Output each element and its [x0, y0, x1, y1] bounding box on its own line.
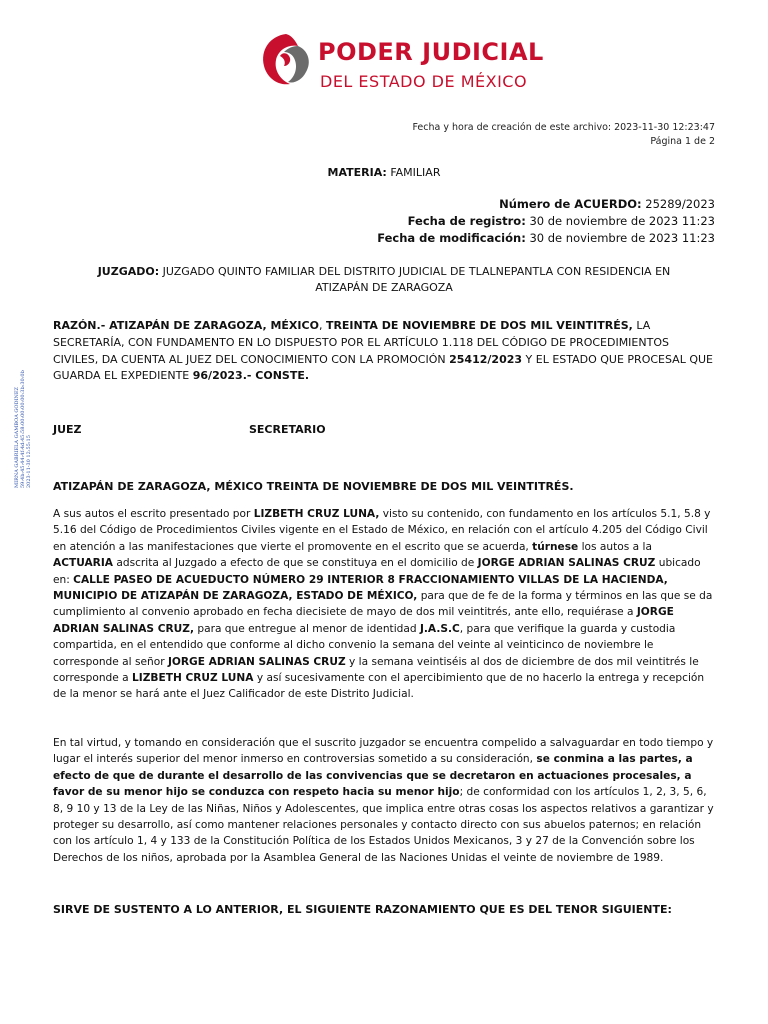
- electronic-signature-stamp: [14, 370, 38, 488]
- p1-t10: y así sucesivamente con el apercibimiento que de no hacerlo la entrega y recepción de la menor se hará ante el Juez Calificador de este Distrito Judicial.: [53, 672, 705, 701]
- p2-b1: se conmina a las partes, a efecto de que de durante el desarrollo de las convivencias que se decretaron en actuaciones procesales, a favor de su menor hijo se conduzca con respeto hacia su menor hijo: [53, 753, 693, 799]
- p1-t9: y la semana veintiséis al dos de diciembre de dos mil veintitrés le corresponde a: [53, 655, 699, 685]
- signature-name: MIRNA GABRIELA GAMBOA GODINEZ: [14, 387, 20, 488]
- poder-judicial-emblem-icon: [258, 30, 314, 92]
- signature-hash: 59:4b:45:44:4f:4d:45:58:00:00:00:00:3b:30:0b: [20, 370, 26, 488]
- p1-t3: los autos a la: [578, 540, 652, 553]
- p1-b8: JORGE ADRIAN SALINAS CRUZ: [167, 655, 346, 668]
- razon-t2: LA SECRETARÍA, CON FUNDAMENTO EN LO DISPUESTO POR EL ARTÍCULO 1.118 DEL CÓDIGO DE PROCEDIMIENTOS CIVILES, DA CUENTA AL JUEZ DEL CONOCIMIENTO CON LA PROMOCIÓN: [53, 319, 669, 366]
- registro-label: Fecha de registro:: [407, 214, 526, 228]
- modificacion-line: [377, 231, 715, 245]
- p1-b5: CALLE PASEO DE ACUEDUCTO NÚMERO 29 INTERIOR 8 FRACCIONAMIENTO VILLAS DE LA HACIENDA, MUNICIPIO DE ATIZAPÁN DE ZARAGOZA, ESTADO DE MÉXICO,: [53, 573, 668, 603]
- juzgado-label: JUZGADO:: [97, 265, 160, 278]
- p1-t8: , para que verifique la guarda y custodia compartida, en el entendido que conforme al dicho convenio la semana del veinte al veinticinco de noviembre le corresponde al señor: [53, 622, 676, 668]
- acuerdo-date-heading: [53, 479, 715, 496]
- secretario-label: SECRETARIO: [249, 423, 326, 436]
- logo-title: PODER JUDICIAL: [318, 38, 544, 66]
- sustento-text: SIRVE DE SUSTENTO A LO ANTERIOR, EL SIGUIENTE RAZONAMIENTO QUE ES DEL TENOR SIGUIENTE:: [53, 903, 672, 916]
- razon-t1: ,: [318, 319, 326, 332]
- file-created-at: Fecha y hora de creación de este archivo: 2023-11-30 12:23:47: [412, 122, 715, 133]
- razon-t3: Y EL ESTADO QUE PROCESAL QUE GUARDA EL EXPEDIENTE: [53, 352, 713, 383]
- acuerdo-date-text: ATIZAPÁN DE ZARAGOZA, MÉXICO TREINTA DE NOVIEMBRE DE DOS MIL VEINTITRÉS.: [53, 480, 574, 493]
- acuerdo-number-line: [499, 197, 715, 211]
- modificacion-value: 30 de noviembre de 2023 11:23: [529, 231, 715, 245]
- signature-labels: [53, 422, 715, 439]
- p2-t2: ; de conformidad con los artículos 1, 2, 3, 5, 6, 8, 9 10 y 13 de la Ley de las Niñas, Niños y Adolescentes, que implica entre otras cosas los aspectos relativos a garantizar y proteger su desarrollo, así como mantener relaciones personales y contacto directo con sus abuelos paternos; en relación con los artículo 1, 4 y 133 de la Constitución Política de los Estados Unidos Mexicanos, 3 y 27 de la Convención sobre los Derechos de los niños, aprobada por la Asamblea General de las Naciones Unidas el veinte de noviembre de 1989.: [53, 786, 714, 864]
- p1-t7: para que entregue al menor de identidad: [194, 622, 420, 635]
- p1-t1: A sus autos el escrito presentado por: [53, 508, 254, 520]
- juzgado-value: JUZGADO QUINTO FAMILIAR DEL DISTRITO JUDICIAL DE TLALNEPANTLA CON RESIDENCIA EN ATIZAPÁN DE ZARAGOZA: [162, 265, 671, 294]
- juzgado-line: [70, 264, 698, 296]
- p1-b9: LIZBETH CRUZ LUNA: [132, 672, 254, 685]
- p1-t4: adscrita al Juzgado a efecto de que se constituya en el domicilio de: [112, 557, 478, 570]
- razon-b4: 96/2023.- CONSTE.: [192, 369, 310, 383]
- registro-line: [408, 214, 715, 228]
- p1-b6: JORGE ADRIAN SALINAS CRUZ,: [53, 606, 674, 635]
- signature-date: 2023-11-30 12:55:15: [26, 435, 32, 488]
- p1-t5: ubicado en:: [53, 557, 701, 586]
- p1-b4: JORGE ADRIAN SALINAS CRUZ: [477, 557, 656, 570]
- materia-value: FAMILIAR: [390, 166, 441, 179]
- materia-label: MATERIA:: [327, 166, 387, 179]
- main-paragraph-1: [53, 506, 715, 703]
- razon-b3: 25412/2023: [449, 352, 523, 366]
- p1-b2: túrnese: [532, 540, 579, 553]
- acuerdo-number-label: Número de ACUERDO:: [499, 197, 642, 211]
- razon-b1: RAZÓN.- ATIZAPÁN DE ZARAGOZA, MÉXICO: [53, 319, 319, 332]
- razon-paragraph: [53, 318, 715, 385]
- p1-b3: ACTUARIA: [53, 557, 113, 570]
- p2-t1: En tal virtud, y tomando en consideración que el suscrito juzgador se encuentra compelido a salvaguardar en todo tiempo y lugar el interés superior del menor inmerso en controversias sometido a su consideración,: [53, 737, 714, 766]
- juez-label: JUEZ: [53, 423, 82, 436]
- p1-b7: J.A.S.C: [419, 622, 460, 635]
- page-number: Página 1 de 2: [650, 136, 715, 147]
- logo-subtitle: DEL ESTADO DE MÉXICO: [320, 72, 528, 91]
- p1-t2: visto su contenido, con fundamento en los artículos 5.1, 5.8 y 5.16 del Código de Procedimientos Civiles vigente en el Estado de México, en relación con el artículo 4.205 del Código Civil en atención a las manifestaciones que vierte el promovente en el escrito que se acuerda,: [53, 508, 711, 553]
- p1-t6: para que de fe de la forma y términos en las que se da cumplimiento al convenio aprobado en fecha diecisiete de mayo de dos mil veintitrés, ante ello, requiérase a: [53, 590, 713, 619]
- materia-line: [53, 166, 715, 179]
- modificacion-label: Fecha de modificación:: [377, 231, 526, 245]
- acuerdo-number-value: 25289/2023: [645, 197, 715, 211]
- razon-b2: TREINTA DE NOVIEMBRE DE DOS MIL VEINTITRÉS,: [325, 319, 633, 332]
- main-paragraph-2: [53, 735, 715, 866]
- p1-b1: LIZBETH CRUZ LUNA,: [253, 508, 380, 520]
- poder-judicial-logo: [258, 30, 544, 120]
- registro-value: 30 de noviembre de 2023 11:23: [529, 214, 715, 228]
- sustento-heading: [53, 902, 715, 919]
